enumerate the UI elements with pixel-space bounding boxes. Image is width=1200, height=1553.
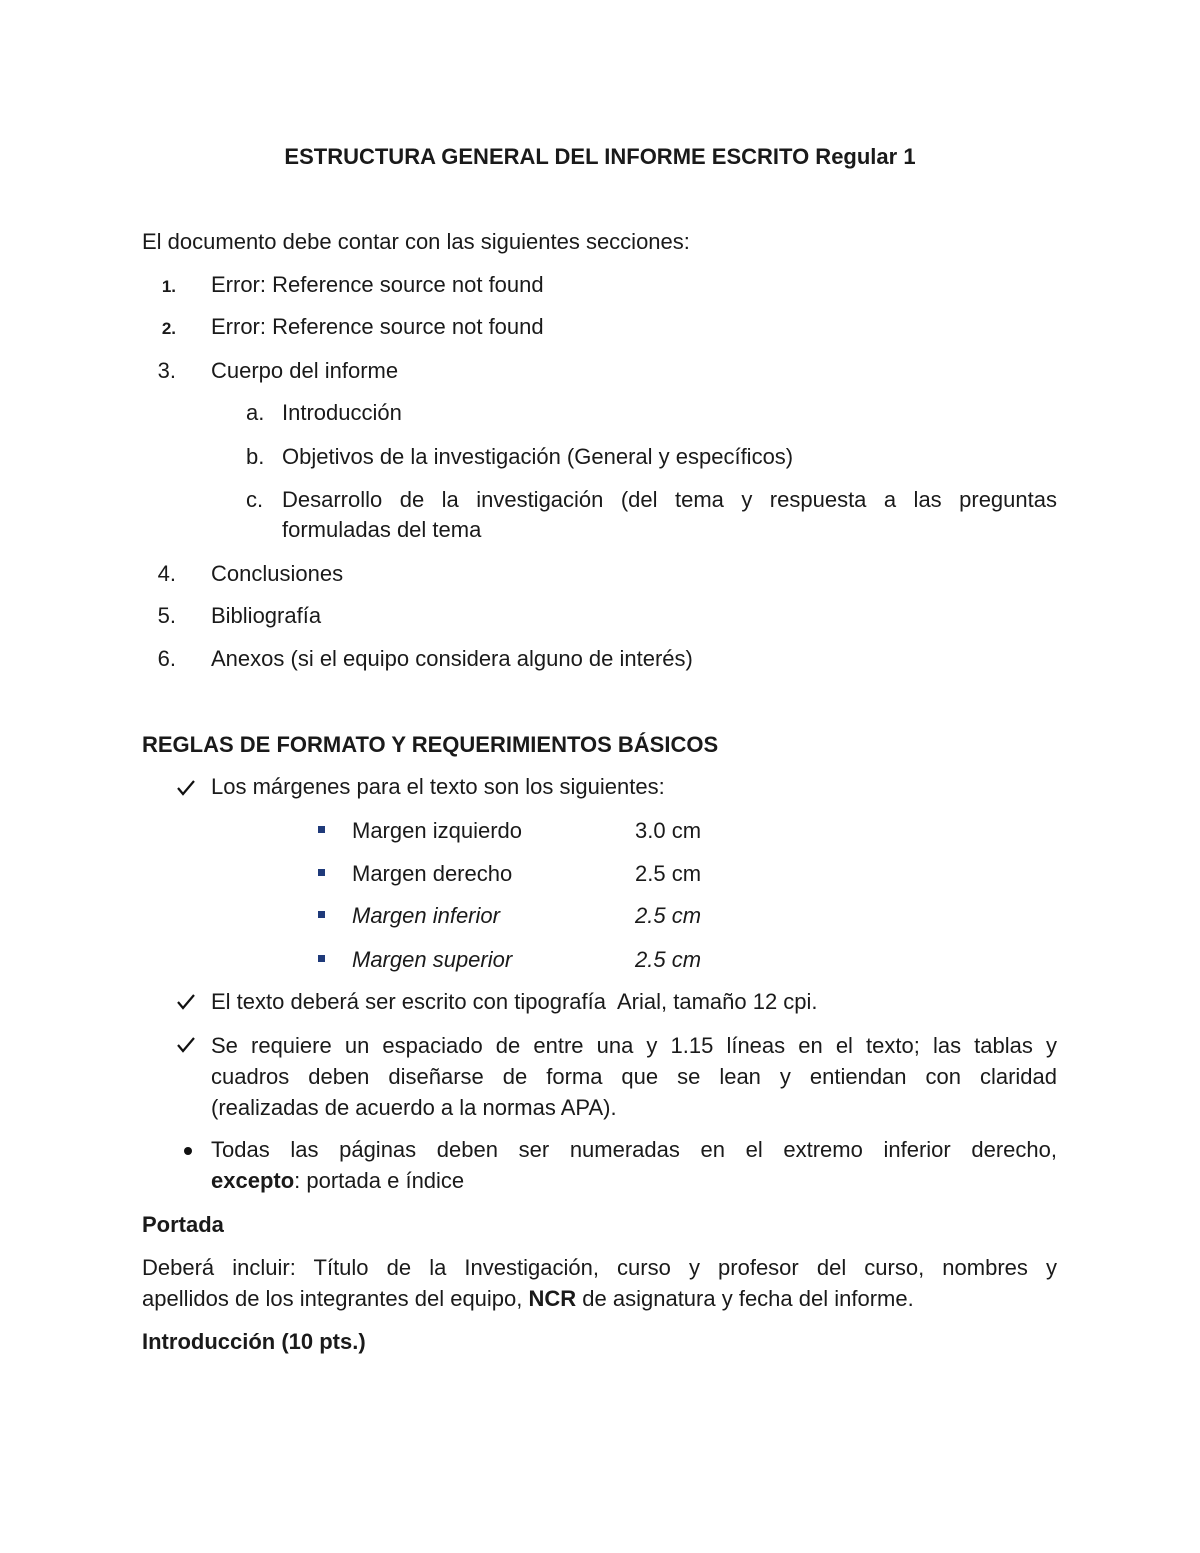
section-number: 1.	[161, 277, 176, 296]
checkmark-icon	[176, 993, 196, 1011]
intro-paragraph: El documento debe contar con las siguientes secciones:	[142, 229, 690, 254]
portada-ncr: NCR	[528, 1286, 577, 1311]
checkmark-icon	[176, 1036, 196, 1054]
margin-value: 2.5 cm	[635, 903, 702, 928]
subsection-letter: a.	[246, 400, 265, 425]
round-bullet-icon	[184, 1147, 192, 1155]
spacing-rule-line: (realizadas de acuerdo a la normas APA).	[211, 1095, 617, 1120]
section-number: 2.	[161, 319, 176, 338]
section-number: 3.	[157, 358, 176, 383]
subsection-item: Objetivos de la investigación (General y específicos)	[282, 444, 794, 469]
checkmark-icon	[176, 779, 196, 797]
portada-text-line: Deberá incluir: Título de la Investigación, curso y profesor del curso, nombres y	[142, 1255, 1057, 1280]
subsection-item: Introducción	[282, 400, 402, 425]
square-bullet-icon	[318, 869, 325, 876]
margins-intro: Los márgenes para el texto son los siguientes:	[211, 774, 665, 799]
section-number: 4.	[157, 561, 176, 586]
numbering-rule-bold: excepto	[211, 1168, 295, 1193]
document-title: ESTRUCTURA GENERAL DEL INFORME ESCRITO Regular 1	[284, 144, 916, 169]
section-item: Cuerpo del informe	[211, 358, 399, 383]
section-item: Anexos (si el equipo considera alguno de interés)	[211, 646, 693, 671]
portada-text-part: de asignatura y fecha del informe.	[576, 1286, 914, 1311]
spacing-rule-line: cuadros deben diseñarse de forma que se lean y entiendan con claridad	[211, 1064, 1057, 1089]
subsection-letter: b.	[246, 444, 265, 469]
square-bullet-icon	[318, 826, 325, 833]
subsection-item-continued: formuladas del tema	[282, 517, 482, 542]
square-bullet-icon	[318, 911, 325, 918]
numbering-rule-line	[211, 1168, 464, 1194]
section-item: Error: Reference source not found	[211, 314, 544, 339]
font-rule: El texto deberá ser escrito con tipografía Arial, tamaño 12 cpi.	[211, 989, 818, 1014]
portada-heading: Portada	[142, 1212, 224, 1237]
margin-label: Margen inferior	[352, 903, 500, 928]
section-item: Bibliografía	[211, 603, 322, 628]
section-number: 6.	[157, 646, 176, 671]
margin-label: Margen superior	[352, 947, 513, 972]
section-item: Error: Reference source not found	[211, 272, 544, 297]
square-bullet-icon	[318, 955, 325, 962]
portada-text-part: apellidos de los integrantes del equipo,	[142, 1286, 529, 1311]
subsection-item: Desarrollo de la investigación (del tema y respuesta a las preguntas	[282, 487, 1057, 512]
margin-label: Margen izquierdo	[352, 818, 522, 843]
margin-label: Margen derecho	[352, 861, 513, 886]
spacing-rule-line: Se requiere un espaciado de entre una y 1.15 líneas en el texto; las tablas y	[211, 1033, 1057, 1058]
rules-heading: REGLAS DE FORMATO Y REQUERIMIENTOS BÁSICOS	[142, 732, 719, 757]
portada-text-line	[142, 1286, 914, 1312]
numbering-rule-rest: : portada e índice	[294, 1168, 465, 1193]
introduccion-heading: Introducción (10 pts.)	[142, 1329, 366, 1354]
margin-value: 2.5 cm	[635, 861, 702, 886]
section-number: 5.	[157, 603, 176, 628]
subsection-letter: c.	[246, 487, 264, 512]
margin-value: 3.0 cm	[635, 818, 702, 843]
section-item: Conclusiones	[211, 561, 344, 586]
numbering-rule-line: Todas las páginas deben ser numeradas en el extremo inferior derecho,	[211, 1137, 1057, 1162]
margin-value: 2.5 cm	[635, 947, 702, 972]
